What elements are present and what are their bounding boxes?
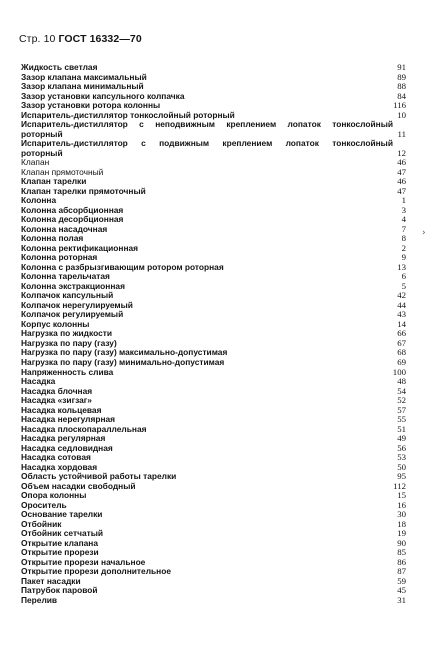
index-term: Открытие прорези <box>21 547 99 558</box>
index-entry <box>21 120 406 130</box>
index-page-number: 4 <box>401 214 406 225</box>
index-entry <box>21 139 406 149</box>
index-page-number: 1 <box>401 195 406 206</box>
index-term: роторный <box>21 147 63 158</box>
index-term: роторный <box>21 128 63 139</box>
index-term: Зазор клапана минимальный <box>21 81 144 92</box>
page-header <box>19 33 142 45</box>
index-page-number: 45 <box>397 585 406 596</box>
index-term: Нагрузка по пару (газу) минимально-допустимая <box>21 356 225 367</box>
index-term: Колонна роторная <box>21 252 98 263</box>
index-term: Колпачок нерегулируемый <box>21 299 133 310</box>
index-page-number: 56 <box>397 442 406 453</box>
index-page-number: 9 <box>401 252 406 263</box>
index-page-number: 12 <box>397 147 406 158</box>
index-page-number: 5 <box>401 280 406 291</box>
index-page-number: 47 <box>397 185 406 196</box>
index-term: Насадка регулярная <box>21 433 106 444</box>
index-term: Клапан прямоточный <box>21 166 104 177</box>
index-page-number: 89 <box>397 71 406 82</box>
index-page-number: 86 <box>397 556 406 567</box>
index-term: Колонна насадочная <box>21 223 108 234</box>
index-page-number: 59 <box>397 575 406 586</box>
index-page-number: 68 <box>397 347 406 358</box>
index-page-number: 55 <box>397 414 406 425</box>
index-page-number: 95 <box>397 471 406 482</box>
index-entry <box>21 149 406 159</box>
index-term: Жидкость светлая <box>21 62 98 72</box>
index-term: Клапан <box>21 157 50 168</box>
index-term: Нагрузка по пару (газу) <box>21 337 117 348</box>
index-page-number: 42 <box>397 290 406 301</box>
index-term: Зазор установки ротора колонны <box>21 100 161 111</box>
page-number: Стр. 10 <box>19 33 56 45</box>
index-page-number: 31 <box>397 594 406 605</box>
index-page-number: 112 <box>393 480 406 491</box>
index-term: Клапан тарелки прямоточный <box>21 185 146 196</box>
index-page-number: 116 <box>393 100 406 111</box>
index-term: Колонна экстракционная <box>21 280 125 291</box>
index-page-number: 10 <box>397 109 406 120</box>
index-term: Насадка сотовая <box>21 452 91 463</box>
index-page-number: 90 <box>397 537 406 548</box>
index-page-number: 50 <box>397 461 406 472</box>
margin-mark: › <box>422 228 426 238</box>
index-page-number: 15 <box>397 490 406 501</box>
index-page-number: 8 <box>401 233 406 244</box>
index-term: Объем насадки свободный <box>21 480 136 491</box>
index-page-number: 7 <box>401 223 406 234</box>
index-entry <box>21 187 406 197</box>
index-term: Колонна тарельчатая <box>21 271 110 282</box>
index-page-number: 30 <box>397 509 406 520</box>
index-entry <box>21 368 406 378</box>
index-term: Пакет насадки <box>21 575 81 586</box>
index-term: Колонна полая <box>21 233 84 244</box>
index-term: Испаритель-дистиллятор тонкослойный роторный <box>21 109 235 120</box>
index-page-number: 54 <box>397 385 406 396</box>
index-page-number: 19 <box>397 528 406 539</box>
index-term: Основание тарелки <box>21 509 103 520</box>
index-term: Колпачок капсульный <box>21 290 114 301</box>
index-page-number: 16 <box>397 499 406 510</box>
index-page-number: 2 <box>401 242 406 253</box>
index-term: Насадка плоскопараллельная <box>21 423 147 434</box>
index-page-number: 85 <box>397 547 406 558</box>
index-page-number: 18 <box>397 518 406 529</box>
index-term: Открытие клапана <box>21 537 99 548</box>
index-page-number: 52 <box>397 395 406 406</box>
index-page-number: 69 <box>397 356 406 367</box>
index-term: Нагрузка по пару (газу) максимально-допустимая <box>21 347 228 358</box>
index-term: Насадка кольцевая <box>21 404 102 415</box>
index-term: Насадка нерегулярная <box>21 414 116 425</box>
index-term: Открытие прорези дополнительное <box>21 566 171 577</box>
index-page-number: 3 <box>401 204 406 215</box>
index-term: Колонна с разбрызгивающим ротором роторная <box>21 261 224 272</box>
index-term: Клапан тарелки <box>21 176 87 187</box>
index-page-number: 84 <box>397 90 406 101</box>
index-term: Насадка <box>21 376 56 387</box>
index-term: Отбойник сетчатый <box>21 528 104 539</box>
index-term: Насадка блочная <box>21 385 93 396</box>
index-page-number: 43 <box>397 309 406 320</box>
index-page-number: 11 <box>397 128 406 139</box>
index-page-number: 88 <box>397 81 406 92</box>
index-term: Отбойник <box>21 518 62 529</box>
index-term: Патрубок паровой <box>21 585 98 596</box>
index-term: Испаритель-дистиллятор с неподвижным креплением лопаток тонкослойный <box>21 119 393 130</box>
index-page-number: 67 <box>397 337 406 348</box>
index-term: Насадка хордовая <box>21 461 98 472</box>
index-entry <box>21 491 406 501</box>
index-page-number: 51 <box>397 423 406 434</box>
index-page-number: 49 <box>397 433 406 444</box>
index-page-number: 6 <box>401 271 406 282</box>
index-page-number: 44 <box>397 299 406 310</box>
index-term: Напряженность слива <box>21 366 114 377</box>
standard-designation: ГОСТ 16332—70 <box>58 33 142 45</box>
index-term: Область устойчивой работы тарелки <box>21 471 177 482</box>
index-page-number: 66 <box>397 328 406 339</box>
index-term: Насадка «зигзаг» <box>21 395 92 406</box>
index-term: Открытие прорези начальное <box>21 556 146 567</box>
index-page-number: 48 <box>397 376 406 387</box>
index-page-number: 53 <box>397 452 406 463</box>
index-page-number: 46 <box>397 157 406 168</box>
index-term: Испаритель-дистиллятор с подвижным креплением лопаток тонкослойный <box>21 138 393 149</box>
index-term: Колонна десорбционная <box>21 214 124 225</box>
index-page-number: 14 <box>397 318 406 329</box>
index-page-number: 57 <box>397 404 406 415</box>
index-term: Колпачок регулируемый <box>21 309 124 320</box>
index-term: Перелив <box>21 594 58 605</box>
index-entry <box>21 596 406 606</box>
index-entry <box>21 510 406 520</box>
index-page-number: 91 <box>397 62 406 72</box>
index-page-number: 46 <box>397 176 406 187</box>
index-term: Насадка седловидная <box>21 442 113 453</box>
index-term: Колонна ректификационная <box>21 242 139 253</box>
index-term: Колонна <box>21 195 57 206</box>
index-term: Ороситель <box>21 499 67 510</box>
index-entry <box>21 586 406 596</box>
index-term: Колонна абсорбционная <box>21 204 124 215</box>
index-term: Нагрузка по жидкости <box>21 328 112 339</box>
index-term: Опора колонны <box>21 490 87 501</box>
index-page-number: 47 <box>397 166 406 177</box>
index-term: Корпус колонны <box>21 318 90 329</box>
index-term: Зазор клапана максимальный <box>21 71 147 82</box>
index-page-number: 100 <box>392 366 406 377</box>
alphabetical-index <box>21 63 406 605</box>
index-page-number: 13 <box>397 261 406 272</box>
index-term: Зазор установки капсульного колпачка <box>21 90 185 101</box>
index-page-number: 87 <box>397 566 406 577</box>
